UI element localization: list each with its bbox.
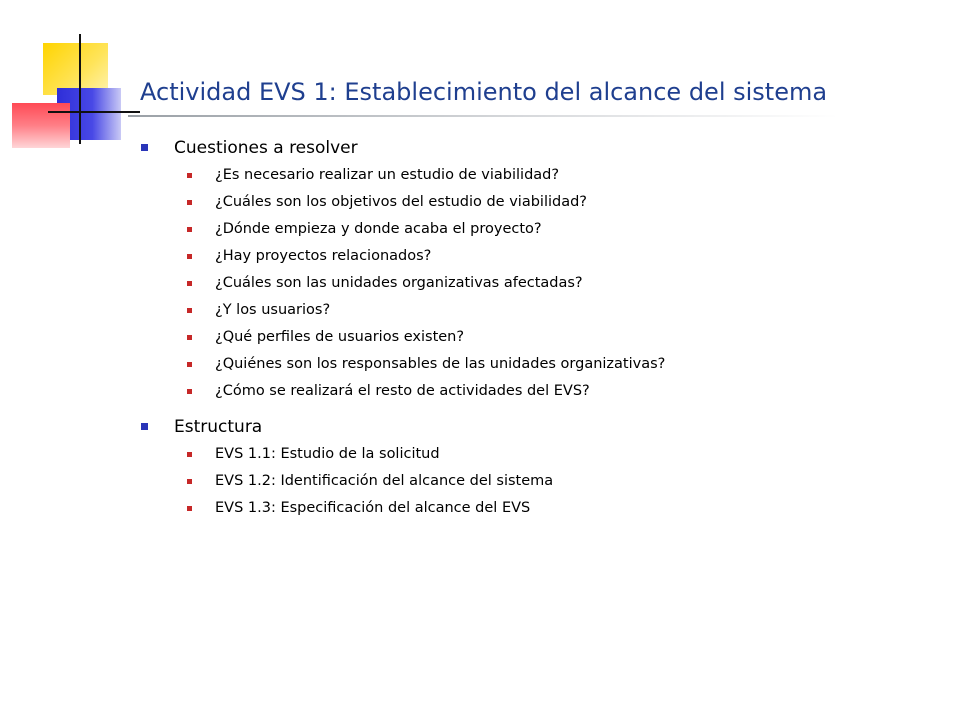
level2-bullet-icon [187,200,192,205]
list-item [140,324,920,351]
slide-title: Actividad EVS 1: Establecimiento del alcance del sistema [140,78,828,106]
level2-bullet-icon [187,335,192,340]
level2-bullet-icon [187,281,192,286]
list-item [140,162,920,189]
list-item-text: ¿Cómo se realizará el resto de actividades del EVS? [215,383,590,399]
level2-bullet-icon [187,308,192,313]
list-item-text: ¿Dónde empieza y donde acaba el proyecto? [215,221,542,237]
list-item-text: ¿Cuáles son las unidades organizativas afectadas? [215,275,583,291]
level2-bullet-icon [187,173,192,178]
section-heading-text: Estructura [174,417,263,437]
list-item [140,378,920,405]
level2-bullet-icon [187,479,192,484]
list-item [140,189,920,216]
list-item-text: ¿Cuáles son los objetivos del estudio de viabilidad? [215,194,587,210]
list-item [140,351,920,378]
level2-bullet-icon [187,389,192,394]
level1-bullet-icon [141,144,148,151]
list-item [140,468,920,495]
section-heading-structure [140,415,920,439]
list-item [140,243,920,270]
list-item-text: EVS 1.2: Identificación del alcance del sistema [215,473,554,489]
list-item-text: ¿Quiénes son los responsables de las unidades organizativas? [215,356,666,372]
level1-bullet-icon [141,423,148,430]
section-heading-text: Cuestiones a resolver [174,138,358,158]
level2-bullet-icon [187,362,192,367]
logo-horizontal-line [48,111,140,113]
decorative-logo [0,0,140,160]
level2-bullet-icon [187,227,192,232]
list-item [140,216,920,243]
list-item-text: ¿Hay proyectos relacionados? [215,248,432,264]
list-item [140,495,920,522]
questions-list [140,162,920,405]
title-underline [128,115,838,117]
list-item-text: EVS 1.3: Especificación del alcance del EVS [215,500,531,516]
logo-vertical-line [79,34,81,144]
slide-content [140,136,920,522]
list-item-text: ¿Qué perfiles de usuarios existen? [215,329,465,345]
list-item [140,270,920,297]
list-item [140,441,920,468]
list-item-text: ¿Es necesario realizar un estudio de viabilidad? [215,167,560,183]
structure-list [140,441,920,522]
section-heading-questions [140,136,920,160]
level2-bullet-icon [187,452,192,457]
list-item-text: ¿Y los usuarios? [215,302,331,318]
level2-bullet-icon [187,254,192,259]
list-item [140,297,920,324]
list-item-text: EVS 1.1: Estudio de la solicitud [215,446,440,462]
level2-bullet-icon [187,506,192,511]
logo-red-square [12,103,70,148]
